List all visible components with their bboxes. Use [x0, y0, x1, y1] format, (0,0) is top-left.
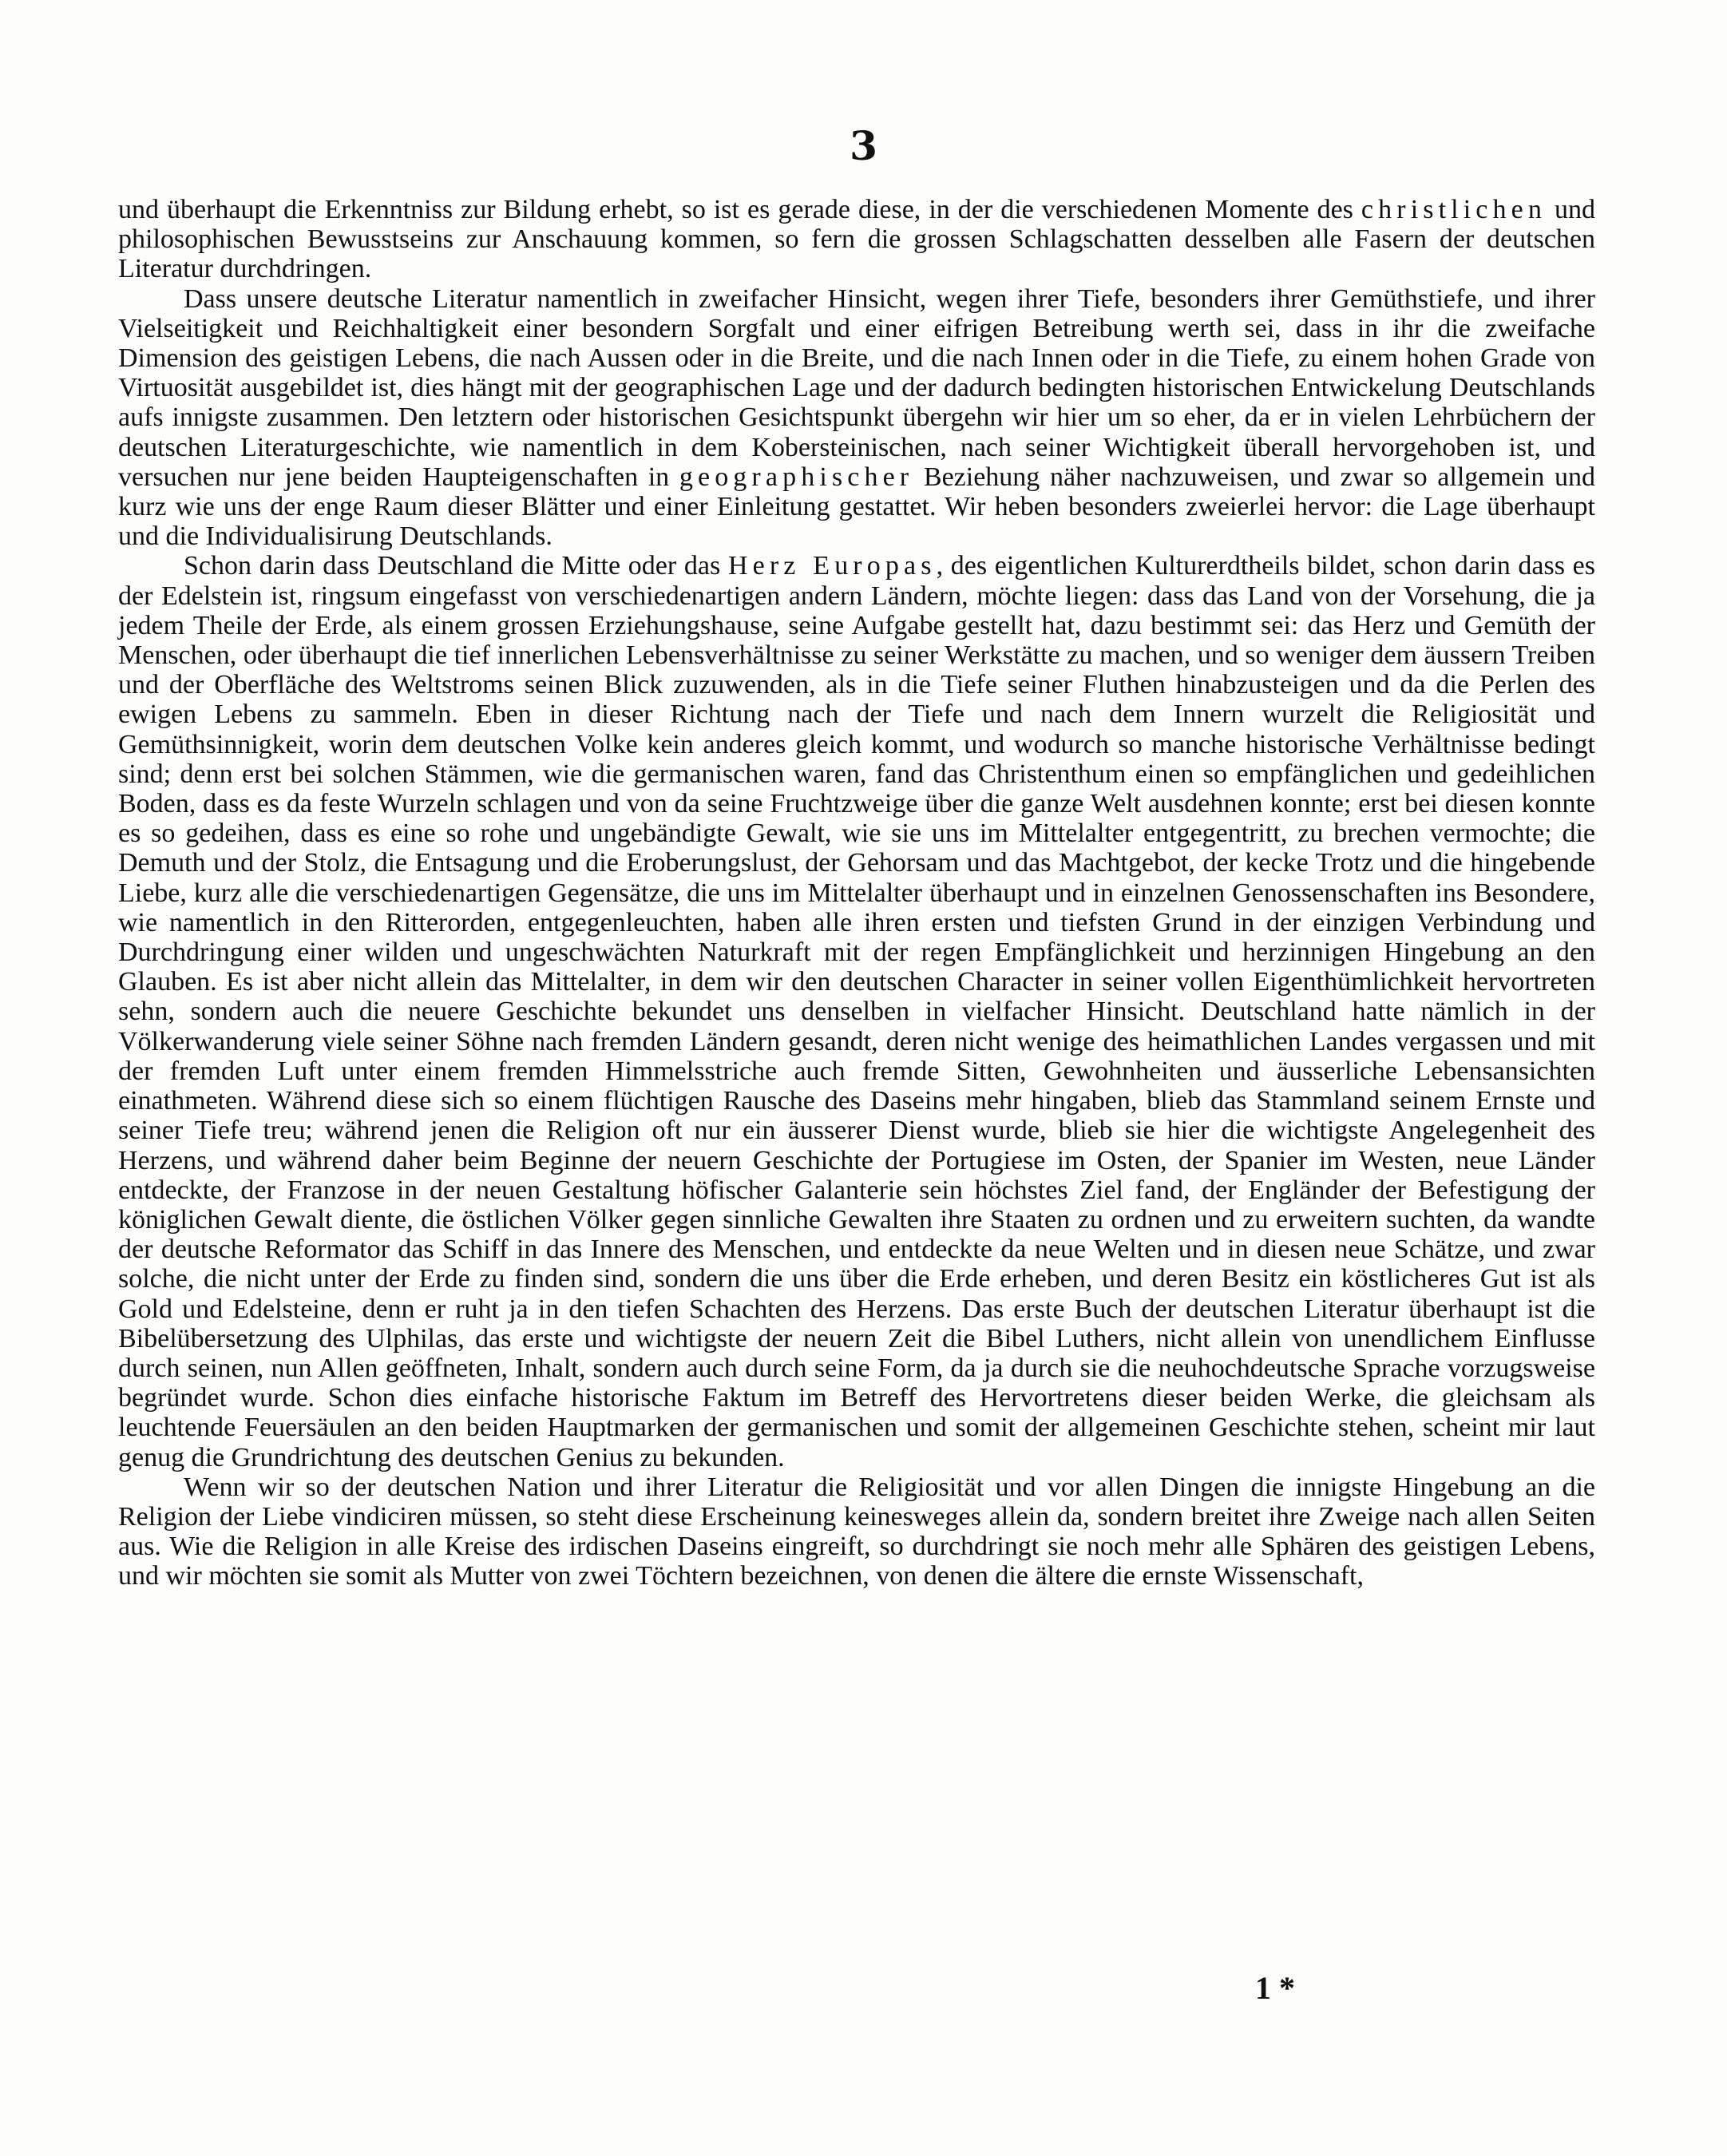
signature-mark: 1 *	[1255, 1970, 1295, 2006]
text-run: und philosophischen Bewusstseins zur Anschauung kommen, so fern die grossen Schlagschatten desselben alle Fasern der deutschen Literatur durchdringen.	[118, 195, 1596, 284]
emphasized-text: geographischer	[679, 462, 914, 492]
text-run: , des eigentlichen Kulturerdtheils bildet, schon darin dass es der Edelstein ist, ringsum eingefasst von verschiedenartigen andern Ländern, möchte liegen: dass das Land von der Vorsehung, die ja jedem Theile der Erde, als einem grossen Erziehungshause, seine Aufgabe gestellt hat, dazu bestimmt sei: das Herz und Gemüth der Menschen, oder überhaupt die tief innerlichen Lebensverhältnisse zu seiner Werkstätte zu machen, und so weniger dem äussern Treiben und der Oberfläche des Weltstroms seinen Blick zuzuwenden, als in die Tiefe seiner Fluthen hinabzusteigen und da die Perlen des ewigen Lebens zu sammeln. Eben in dieser Richtung nach der Tiefe und nach dem Innern wurzelt die Religiosität und Gemüthsinnigkeit, worin dem deutschen Volke kein anderes gleich kommt, und wodurch so manche historische Verhältnisse bedingt sind; denn erst bei solchen Stämmen, wie die germanischen waren, fand das Christenthum einen so empfänglichen und gedeihlichen Boden, dass es da feste Wurzeln schlagen und von da seine Fruchtzweige über die ganze Welt ausdehnen konnte; erst bei diesen konnte es so gedeihen, dass es eine so rohe und ungebändigte Gewalt, wie sie uns im Mittelalter entgegentritt, zu brechen vermochte; die Demuth und der Stolz, die Entsagung und die Eroberungslust, der Gehorsam und das Machtgebot, der kecke Trotz und die hingebende Liebe, kurz alle die verschiedenartigen Gegensätze, die uns im Mittelalter überhaupt und in einzelnen Genossenschaften ins Besondere, wie namentlich in den Ritterorden, entgegenleuchten, haben alle ihren ersten und tiefsten Grund in der einzigen Verbindung und Durchdringung einer wilden und ungeschwächten Naturkraft mit der regen Empfänglichkeit und herzinnigen Hingebung an den Glauben. Es ist aber nicht allein das Mittelalter, in dem wir den deutschen Character in seiner vollen Eigenthümlichkeit hervortreten sehn, sondern auch die neuere Geschichte bekundet uns denselben in vielfacher Hinsicht. Deutschland hatte nämlich in der Völkerwanderung viele seiner Söhne nach fremden Ländern gesandt, deren nicht wenige des heimathlichen Landes vergassen und mit der fremden Luft unter einem fremden Himmelsstriche auch fremde Sitten, Gewohnheiten und äusserliche Lebensansichten einathmeten. Während diese sich so einem flüchtigen Rausche des Daseins mehr hingaben, blieb das Stammland seinem Ernste und seiner Tiefe treu; während jenen die Religion oft nur ein äusserer Dienst wurde, blieb sie hier die wichtigste Angelegenheit des Herzens, und während daher beim Beginne der neuern Geschichte der Portugiese im Osten, der Spanier im Westen, neue Länder entdeckte, der Franzose in der neuen Gestaltung höfischer Galanterie sein höchstes Ziel fand, der Engländer der Befestigung der königlichen Gewalt diente, die östlichen Völker gegen sinnliche Gewalten ihre Staaten zu ordnen und zu erweitern suchten, da wandte der deutsche Reformator das Schiff in das Innere des Menschen, und entdeckte da neue Welten und in diesen neue Schätze, und zwar solche, die nicht unter der Erde zu finden sind, sondern die uns über die Erde erheben, und deren Besitz ein köstlicheres Gut ist als Gold und Edelsteine, denn er ruht ja in den tiefen Schachten des Herzens. Das erste Buch der deutschen Literatur überhaupt ist die Bibelübersetzung des Ulphilas, das erste und wichtigste der neuern Zeit die Bibel Luthers, nicht allein von unendlichem Einflusse durch seinen, nun Allen geöffneten, Inhalt, sondern auch durch seine Form, da ja durch sie die neuhochdeutsche Sprache vorzugsweise begründet wurde. Schon dies einfache historische Faktum im Betreff des Hervortretens dieser beiden Werke, die gleichsam als leuchtende Feuersäulen an den beiden Hauptmarken der germanischen und somit der allgemeinen Geschichte stehen, scheint mir laut genug die Grundrichtung des deutschen Genius zu bekunden.	[118, 551, 1595, 1472]
text-run: Wenn wir so der deutschen Nation und ihrer Literatur die Religiosität und vor allen Dingen die innigste Hingebung an die Religion der Liebe vindiciren müssen, so steht diese Erscheinung keinesweges allein da, sondern breitet ihre Zweige nach allen Seiten aus. Wie die Religion in alle Kreise des irdischen Daseins eingreift, so durchdringt sie noch mehr alle Sphären des geistigen Lebens, und wir möchten sie somit als Mutter von zwei Töchtern bezeichnen, von denen die ältere die ernste Wissenschaft,	[118, 1472, 1595, 1591]
text-run: Beziehung näher nachzuweisen, und zwar so allgemein und kurz wie uns der enge Raum dieser Blätter und einer Einleitung gestattet. Wir heben besonders zweierlei hervor: die Lage überhaupt und die Individualisirung Deutschlands.	[118, 462, 1596, 552]
emphasized-text: Herz Europas	[727, 551, 937, 581]
text-run: Dass unsere deutsche Literatur namentlich in zweifacher Hinsicht, wegen ihrer Tiefe, besonders ihrer Gemüthstiefe, und ihrer Vielseitigkeit und Reichhaltigkeit einer besondern Sorgfalt und einer eifrigen Betreibung werth sei, dass in ihr die zweifache Dimension des geistigen Lebens, die nach Aussen oder in die Breite, und die nach Innen oder in die Tiefe, zu einem hohen Grade von Virtuosität ausgebildet ist, dies hängt mit der geographischen Lage und der dadurch bedingten historischen Entwickelung Deutschlands aufs innigste zusammen. Den letztern oder historischen Gesichtspunkt übergehn wir hier um so eher, da er in vielen Lehrbüchern der deutschen Literaturgeschichte, wie namentlich in dem Kobersteinischen, nach seiner Wichtigkeit überall hervorgehoben ist, und versuchen nur jene beiden Haupteigenschaften in	[118, 283, 1595, 492]
body-text	[118, 195, 1595, 1591]
emphasized-text: christlichen	[1361, 195, 1547, 224]
paragraph	[118, 551, 1595, 1472]
paragraph	[118, 284, 1595, 552]
paragraph	[118, 195, 1595, 284]
paragraph	[118, 1472, 1595, 1591]
text-run: und überhaupt die Erkenntniss zur Bildung erhebt, so ist es gerade diese, in der die verschiedenen Momente des	[118, 195, 1361, 224]
text-run: Schon darin dass Deutschland die Mitte oder das	[184, 551, 728, 581]
page-number: 3	[850, 122, 877, 169]
